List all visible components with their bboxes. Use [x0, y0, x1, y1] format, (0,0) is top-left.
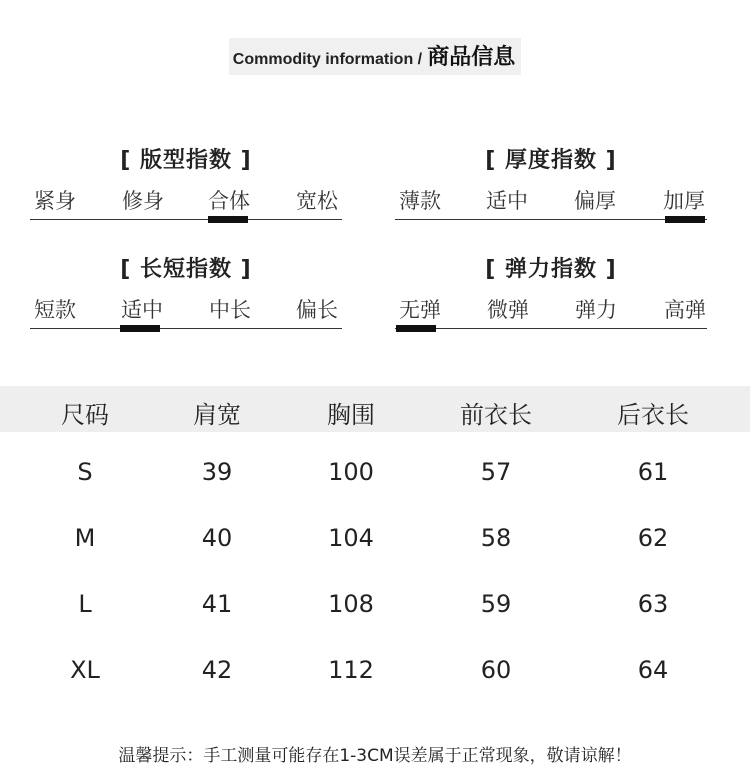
column-header-shoulder: 肩宽	[193, 401, 241, 429]
size-table	[0, 386, 750, 696]
table-cell: M	[74, 524, 96, 552]
section-header	[0, 38, 750, 75]
index-baseline	[30, 328, 342, 329]
index-scale	[30, 294, 342, 330]
table-cell: XL	[70, 656, 100, 684]
table-cell: 61	[637, 458, 669, 486]
table-cell: 112	[328, 656, 374, 684]
index-baseline	[395, 328, 707, 329]
index-option-selected: 加厚	[663, 189, 705, 213]
table-row	[0, 630, 750, 696]
index-title: [ 厚度指数 ]	[485, 148, 617, 173]
table-cell: 104	[328, 524, 374, 552]
index-option-selected: 无弹	[399, 298, 441, 322]
table-cell: 58	[480, 524, 512, 552]
table-cell: 41	[201, 590, 233, 618]
index-scale	[395, 294, 707, 330]
table-cell: 100	[328, 458, 374, 486]
index-scale	[30, 185, 342, 221]
index-option: 修身	[122, 189, 164, 213]
column-header-size: 尺码	[61, 401, 109, 429]
table-cell: 108	[328, 590, 374, 618]
index-option: 偏长	[296, 298, 338, 322]
header-english: Commodity information /	[232, 51, 423, 68]
index-option: 薄款	[399, 189, 441, 213]
index-option: 紧身	[34, 189, 76, 213]
index-elasticity	[395, 252, 707, 330]
index-option-selected: 合体	[208, 189, 250, 213]
index-title: [ 弹力指数 ]	[485, 257, 617, 282]
index-selected-marker	[208, 216, 248, 223]
index-fit	[30, 143, 342, 221]
measurement-disclaimer: 温馨提示：手工测量可能存在1-3CM误差属于正常现象，敬请谅解！	[118, 746, 632, 766]
table-row	[0, 432, 750, 498]
table-cell: 62	[637, 524, 669, 552]
index-title: [ 长短指数 ]	[120, 257, 252, 282]
index-option: 宽松	[296, 189, 338, 213]
table-row	[0, 564, 750, 630]
table-cell: 40	[201, 524, 233, 552]
size-table-header	[0, 386, 750, 432]
table-row	[0, 498, 750, 564]
table-cell: 39	[201, 458, 233, 486]
index-baseline	[395, 219, 707, 220]
index-option: 适中	[486, 189, 528, 213]
table-cell: 42	[201, 656, 233, 684]
table-cell: L	[78, 590, 92, 618]
index-selected-marker	[396, 325, 436, 332]
index-scale	[395, 185, 707, 221]
index-option-selected: 适中	[121, 298, 163, 322]
index-option: 短款	[34, 298, 76, 322]
index-thickness	[395, 143, 707, 221]
header-chinese: 商品信息	[427, 45, 516, 70]
index-option: 高弹	[664, 298, 706, 322]
column-header-front-length: 前衣长	[460, 401, 532, 429]
index-title: [ 版型指数 ]	[120, 148, 252, 173]
table-cell: 63	[637, 590, 669, 618]
index-option: 弹力	[575, 298, 617, 322]
index-option: 微弹	[487, 298, 529, 322]
table-cell: 60	[480, 656, 512, 684]
table-cell: S	[77, 458, 93, 486]
index-option: 偏厚	[574, 189, 616, 213]
table-cell: 64	[637, 656, 669, 684]
index-baseline	[30, 219, 342, 220]
column-header-back-length: 后衣长	[617, 401, 689, 429]
column-header-chest: 胸围	[327, 401, 375, 429]
table-cell: 57	[480, 458, 512, 486]
index-option: 中长	[209, 298, 251, 322]
index-selected-marker	[665, 216, 705, 223]
index-length	[30, 252, 342, 330]
index-selected-marker	[120, 325, 160, 332]
table-cell: 59	[480, 590, 512, 618]
header-label	[229, 38, 521, 75]
